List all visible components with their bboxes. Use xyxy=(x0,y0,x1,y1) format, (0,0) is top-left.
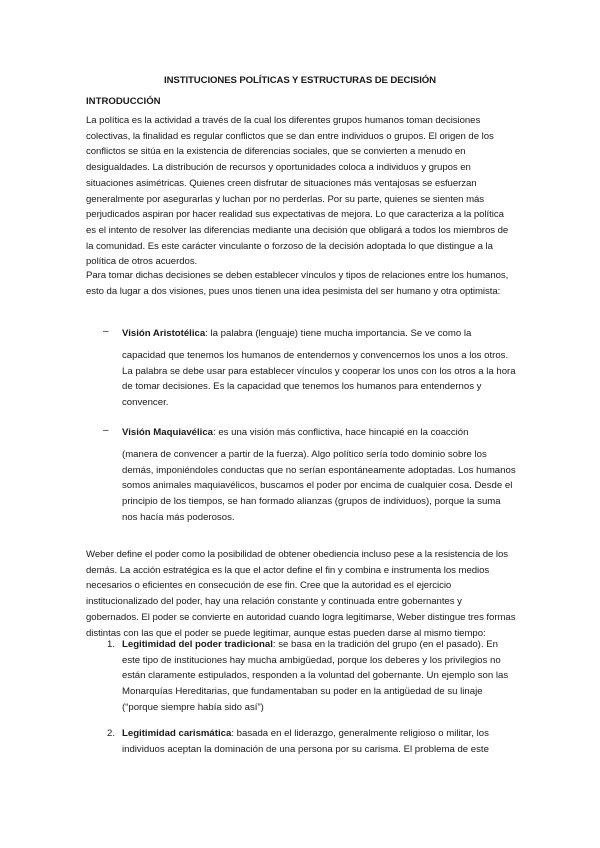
item-number: 1. xyxy=(107,639,116,650)
bullet-first-text: : es una visión más conflictiva, hace hincapié en la coacción xyxy=(213,427,469,438)
item-number: 2. xyxy=(107,728,116,739)
item-label: Legitimidad del poder tradicional xyxy=(122,639,273,650)
bullet-label: Visión Maquiavélica xyxy=(122,427,213,438)
bullet-body: (manera de convencer a partir de la fuerza). Algo político sería todo dominio sobre los demás, imponiéndoles conductas que no serían espontáneamente adoptadas. Los humanos somos animales maquiavélicos, buscamos el poder por encima de cualquier cosa. Desde el principio de los tiempos, se han formado alianzas (grupos de individuos), porque la suma nos hacía más poderosos. xyxy=(122,449,516,523)
bullet-dash: – xyxy=(103,326,109,337)
document-title: INSTITUCIONES POLÍTICAS Y ESTRUCTURAS DE DECISIÓN xyxy=(164,75,436,86)
bullet-body: capacidad que tenemos los humanos de entendernos y convencernos los unos a los otros. La palabra se debe usar para establecer vínculos y cooperar los unos con los otros a la hora de tomar decisiones. Es la capacidad que tenemos los humanos para entendernos y convencer. xyxy=(122,350,516,409)
intro-paragraph: La política es la actividad a través de la cual los diferentes grupos humanos toman decisiones colectivas, la finalidad es regular conflictos que se dan entre individuos o grupos. El origen de los conflictos se sitúa en la existencia de diferencias sociales, que se convierten a menudo en desigualdades. La distribución de recursos y oportunidades coloca a individuos y grupos en situaciones asimétricas. Quienes creen disfrutar de situaciones más ventajosas se esfuerzan generalmente por asegurarlas y luchan por no perderlas. Por su parte, quienes se sienten más perjudicados aspiran por hacer realidad sus expectativas de mejora. Lo que caracteriza a la política es el intento de resolver las diferencias mediante una decisión que obligará a todos los miembros de la comunidad. Es este carácter vinculante o forzoso de la decisión adoptada lo que distingue a la política de otros acuerdos. xyxy=(86,115,509,268)
bullet-first-line xyxy=(122,326,516,342)
item-body: : se basa en la tradición del grupo (en el pasado). En este tipo de instituciones hay mucha ambigüedad, porque los deberes y los privilegios no están claramente estipulados, responden a la voluntad del gobernante. Un ejemplo son las Monarquías Hereditarias, que fundamentaban su poder en la antigüedad de su linaje (“porque siempre había sido así”) xyxy=(122,639,509,713)
bullet-dash: – xyxy=(103,425,109,436)
bullet-first-line xyxy=(122,425,516,441)
weber-paragraph: Weber define el poder como la posibilidad de obtener obediencia incluso pese a la resistencia de los demás. La acción estratégica es la que el actor define el fin y combina e instrumenta los medios necesarios o eficientes en consecución de ese fin. Cree que la autoridad es el ejercicio institucionalizado del poder, hay una relación constante y continuada entre gobernantes y gobernados. El poder se convierte en autoridad cuando logra legitimarse, Weber distingue tres formas distintas con las que el poder se puede legitimar, aunque estas pueden darse al mismo tiempo: xyxy=(86,549,516,639)
item-body: : basada en el liderazgo, generalmente religioso o militar, los individuos aceptan la dominación de una persona por su carisma. El problema de este xyxy=(122,728,489,755)
visions-paragraph: Para tomar dichas decisiones se deben establecer vínculos y tipos de relaciones entre los humanos, esto da lugar a dos visiones, pues unos tienen una idea pesimista del ser humano y otra optimista: xyxy=(86,270,509,297)
item-text xyxy=(122,726,516,757)
bullet-label: Visión Aristotélica xyxy=(122,328,206,339)
item-label: Legitimidad carismática xyxy=(122,728,232,739)
item-text xyxy=(122,637,516,716)
section-heading: INTRODUCCIÓN xyxy=(86,96,161,107)
bullet-first-text: : la palabra (lenguaje) tiene mucha importancia. Se ve como la xyxy=(205,328,472,339)
